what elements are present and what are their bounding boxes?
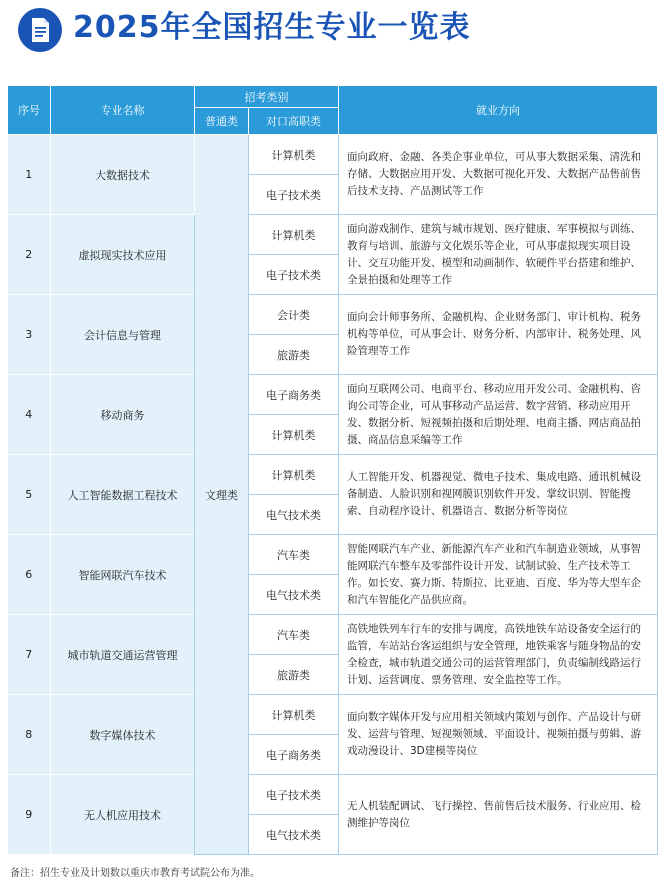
row-name: 数字媒体技术 <box>51 695 195 775</box>
row-direction: 面向互联网公司、电商平台、移动应用开发公司、金融机构、咨询公司等企业，可从事移动产品运营、数字营销、移动应用开发、数据分析、短视频拍摄和后期处理、电商主播、网店商品拍摄、商品信息采编等工作 <box>339 375 658 455</box>
row-cat: 旅游类 <box>249 335 339 375</box>
row-direction: 高铁地铁列车行车的安排与调度，高铁地铁车站设备安全运行的监管，车站站台客运组织与安全管理，地铁乘客与随身物品的安全检查，城市轨道交通公司的运营管理部门，负责编制线路运行计划、运营调度、票务管理、安全监控等工作。 <box>339 615 658 695</box>
table-row <box>8 535 658 575</box>
row-cat: 电子技术类 <box>249 775 339 815</box>
header-group: 招考类别 <box>195 86 339 108</box>
table-row <box>8 775 658 815</box>
document-icon <box>18 8 62 52</box>
row-direction: 面向游戏制作、建筑与城市规划、医疗健康、军事模拟与训练、教育与培训、旅游与文化娱乐等企业，可从事虚拟现实项目设计、交互功能开发、模型和动画制作、软硬件平台搭建和维护、全景拍摄和处理等工作 <box>339 215 658 295</box>
footnote: 备注：招生专业及计划数以重庆市教育考试院公布为准。 <box>10 868 260 879</box>
row-name: 移动商务 <box>51 375 195 455</box>
table-row <box>8 455 658 495</box>
majors-table-wrap <box>7 85 657 855</box>
row-no: 8 <box>8 695 51 775</box>
row-direction: 面向政府、金融、各类企事业单位，可从事大数据采集、清洗和存储、大数据应用开发、大数据可视化开发、大数据产品售前售后技术支持、产品测试等工作 <box>339 135 658 215</box>
table-header <box>8 86 658 135</box>
page-title: 2025年全国招生专业一览表 <box>73 10 471 45</box>
row-no: 4 <box>8 375 51 455</box>
page-header <box>0 0 664 60</box>
row-name: 城市轨道交通运营管理 <box>51 615 195 695</box>
table-row <box>8 135 658 175</box>
header-vocational: 对口高职类 <box>249 108 339 135</box>
row-cat: 电气技术类 <box>249 575 339 615</box>
row-no: 5 <box>8 455 51 535</box>
row-name: 虚拟现实技术应用 <box>51 215 195 295</box>
row-cat: 计算机类 <box>249 415 339 455</box>
row-cat: 电子商务类 <box>249 375 339 415</box>
header-no: 序号 <box>8 86 51 135</box>
row-name: 会计信息与管理 <box>51 295 195 375</box>
row-name: 智能网联汽车技术 <box>51 535 195 615</box>
row-direction: 人工智能开发、机器视觉、微电子技术、集成电路、通讯机械设备制造、人脸识别和视网膜识别软件开发、掌纹识别、智能搜索、自动程序设计、机器语言、数据分析等岗位 <box>339 455 658 535</box>
table-body <box>8 135 658 855</box>
general-category: 文理类 <box>195 135 249 855</box>
row-direction: 面向数字媒体开发与应用相关领域内策划与创作、产品设计与研发、运营与管理、短视频领域、平面设计、视频拍摄与剪辑、游戏动漫设计、3D建模等岗位 <box>339 695 658 775</box>
header-direction: 就业方向 <box>339 86 658 135</box>
row-cat: 旅游类 <box>249 655 339 695</box>
header-name: 专业名称 <box>51 86 195 135</box>
row-cat: 电气技术类 <box>249 815 339 855</box>
row-direction: 无人机装配调试、飞行操控、售前售后技术服务、行业应用、检测维护等岗位 <box>339 775 658 855</box>
row-cat: 计算机类 <box>249 455 339 495</box>
table-row <box>8 295 658 335</box>
row-cat: 电子技术类 <box>249 255 339 295</box>
row-no: 6 <box>8 535 51 615</box>
row-no: 1 <box>8 135 51 215</box>
row-cat: 电气技术类 <box>249 495 339 535</box>
row-cat: 会计类 <box>249 295 339 335</box>
row-cat: 汽车类 <box>249 615 339 655</box>
row-cat: 汽车类 <box>249 535 339 575</box>
row-no: 9 <box>8 775 51 855</box>
row-direction: 面向会计师事务所、金融机构、企业财务部门、审计机构、税务机构等单位，可从事会计、财务分析、内部审计、税务处理、风险管理等工作 <box>339 295 658 375</box>
row-cat: 计算机类 <box>249 215 339 255</box>
row-no: 7 <box>8 615 51 695</box>
table-row <box>8 615 658 655</box>
majors-table <box>7 85 658 855</box>
table-row <box>8 695 658 735</box>
row-name: 无人机应用技术 <box>51 775 195 855</box>
row-cat: 计算机类 <box>249 135 339 175</box>
row-cat: 电子技术类 <box>249 175 339 215</box>
row-cat: 电子商务类 <box>249 735 339 775</box>
table-row <box>8 215 658 255</box>
row-cat: 计算机类 <box>249 695 339 735</box>
table-row <box>8 375 658 415</box>
row-name: 人工智能数据工程技术 <box>51 455 195 535</box>
row-name: 大数据技术 <box>51 135 195 215</box>
row-no: 2 <box>8 215 51 295</box>
row-no: 3 <box>8 295 51 375</box>
header-general: 普通类 <box>195 108 249 135</box>
row-direction: 智能网联汽车产业、新能源汽车产业和汽车制造业领域，从事智能网联汽车整车及零部件设计开发、试制试验、生产技术等工作。如长安、赛力斯、特斯拉、比亚迪、百度、华为等大型车企和汽车智能化产品供应商。 <box>339 535 658 615</box>
